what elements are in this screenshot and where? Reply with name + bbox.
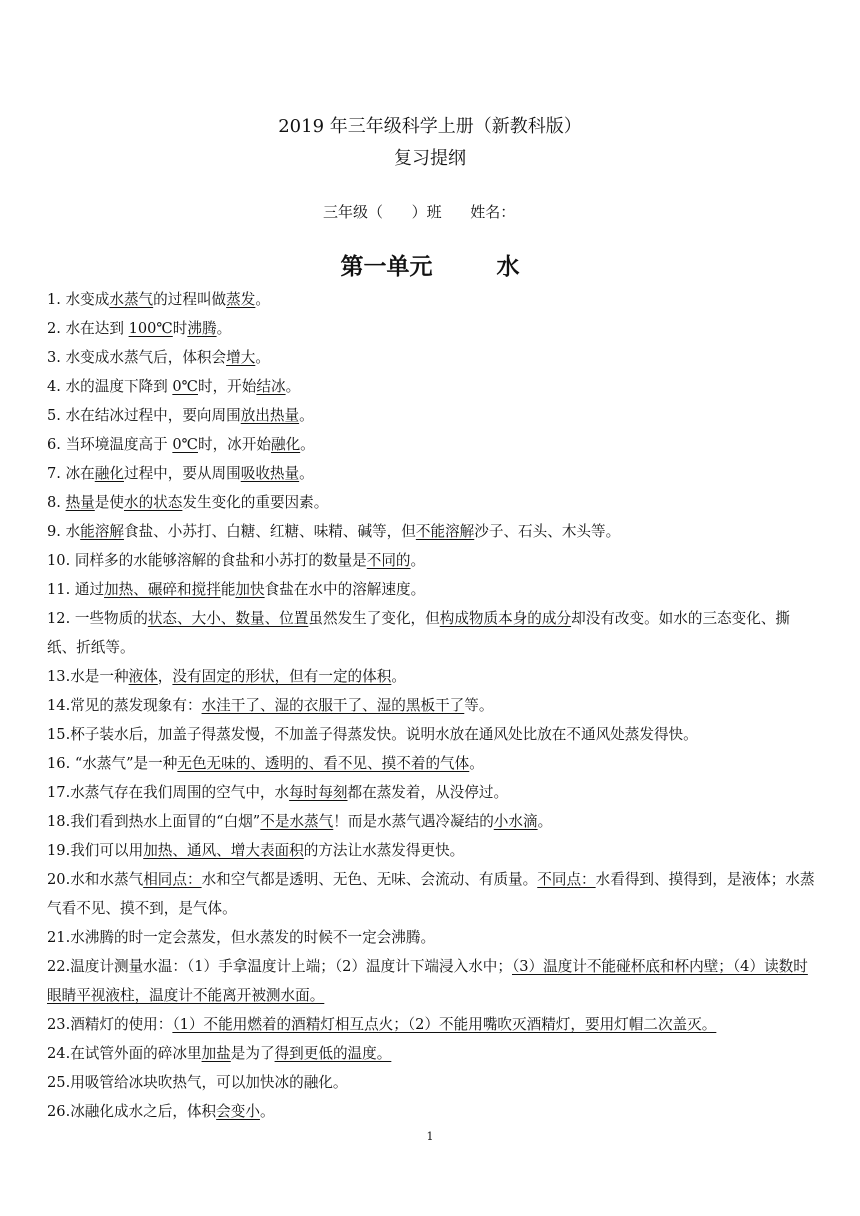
item-text: 食盐、小苏打、白糖、红糖、味精、碱等，但 xyxy=(123,523,416,540)
underlined-answer: 融化 xyxy=(270,436,301,453)
underlined-answer: 加盐 xyxy=(201,1045,231,1062)
underlined-answer: 增大 xyxy=(226,349,256,366)
item-text: 17.水蒸气存在我们周围的空气中，水 xyxy=(47,784,290,801)
item-text: 16. “水蒸气”是一种 xyxy=(47,755,178,772)
item-text: 过程中，要从周围 xyxy=(123,465,241,482)
item-text: 22.温度计测量水温：（1）手拿温度计上端；（2）温度计下端浸入水中； xyxy=(47,958,512,975)
item-text: 。 xyxy=(255,291,270,308)
item-text: 。 xyxy=(410,552,426,569)
review-item xyxy=(47,343,817,372)
item-text: 9. 水 xyxy=(47,523,81,540)
underlined-answer: 加热、通风、增大表面积 xyxy=(143,842,304,859)
underlined-answer: 没有固定的形状，但有一定的体积 xyxy=(172,668,392,685)
underlined-answer: 蒸发 xyxy=(226,291,256,308)
item-text: 的方法让水蒸发得更快。 xyxy=(303,842,465,859)
item-text: 。 xyxy=(299,407,314,424)
underlined-answer: 会变小 xyxy=(216,1103,260,1120)
review-item xyxy=(47,720,817,749)
item-text: 14.常见的蒸发现象有： xyxy=(47,697,202,714)
item-text: 15.杯子装水后，加盖子得蒸发慢，不加盖子得蒸发快。说明水放在通风处比放在不通风处蒸发得快。 xyxy=(47,726,698,743)
item-text: 2. 水在达到 xyxy=(47,320,129,337)
review-item xyxy=(47,604,817,662)
underlined-answer: 100℃ xyxy=(128,320,173,337)
item-text: 时，开始 xyxy=(197,378,257,395)
item-text: 。 xyxy=(259,1103,275,1120)
item-text: 都在蒸发着，从没停过。 xyxy=(347,784,509,801)
item-text: 23.酒精灯的使用： xyxy=(47,1016,173,1033)
item-text: 。 xyxy=(299,465,314,482)
item-text: 6. 当环境温度高于 xyxy=(47,436,173,453)
underlined-answer: 水蒸气 xyxy=(109,291,154,308)
review-item xyxy=(47,517,817,546)
item-text: 7. 冰在 xyxy=(47,465,95,482)
item-text: 12. 一些物质的 xyxy=(47,610,148,627)
item-text: 虽然发生了变化，但 xyxy=(308,610,440,627)
underlined-answer: 不是水蒸气 xyxy=(260,813,334,830)
underlined-answer: 0℃ xyxy=(172,378,198,395)
underlined-answer: 热量 xyxy=(65,494,95,511)
underlined-answer: 不同点： xyxy=(537,871,596,888)
item-text: 。 xyxy=(285,378,301,395)
underlined-answer: 水的状态 xyxy=(123,494,183,511)
item-text: 食盐在水中的溶解速度。 xyxy=(264,581,426,598)
review-item xyxy=(47,691,817,720)
item-text: 水看得到、摸得到，是液体；水蒸气看不见、摸不到，是气体。 xyxy=(47,871,815,917)
underlined-answer: 不能溶解 xyxy=(415,523,475,540)
review-item xyxy=(47,807,817,836)
review-item xyxy=(47,1039,817,1068)
item-text: 时 xyxy=(172,320,188,337)
underlined-answer: 加快 xyxy=(235,581,265,598)
item-text: 。 xyxy=(300,436,315,453)
item-text: 。 xyxy=(255,349,270,366)
underlined-answer: 沸腾 xyxy=(187,320,217,337)
underlined-answer: 融化 xyxy=(94,465,124,482)
item-text: 5. 水在结冰过程中，要向周围 xyxy=(47,407,241,424)
item-text: 时，冰开始 xyxy=(197,436,271,453)
underlined-answer: （3）温度计不能碰杯底和杯内壁；（4）读数时眼睛平视液柱，温度计不能离开被测水面。 xyxy=(47,958,808,1004)
item-text: 。 xyxy=(537,813,553,830)
item-text: 24.在试管外面的碎冰里 xyxy=(47,1045,202,1062)
item-text: 沙子、石头、木头等。 xyxy=(474,523,621,540)
item-text: 1. 水变成 xyxy=(47,291,110,308)
class-name-line: 三年级（ ）班 姓名： xyxy=(323,203,516,221)
item-text: 26.冰融化成水之后，体积 xyxy=(47,1103,217,1120)
review-item xyxy=(47,1097,817,1126)
review-item xyxy=(47,372,817,401)
item-text: 13.水是一种 xyxy=(47,668,129,685)
review-item xyxy=(47,401,817,430)
review-item xyxy=(47,430,817,459)
unit-heading: 第一单元 水 xyxy=(340,254,520,280)
item-text: 能 xyxy=(220,581,236,598)
page-number: 1 xyxy=(426,1130,434,1143)
item-text: 。 xyxy=(391,668,406,685)
underlined-answer: 加热、碾碎和搅拌 xyxy=(104,581,221,598)
review-item xyxy=(47,488,817,517)
underlined-answer: 液体 xyxy=(128,668,158,685)
item-text: 是使 xyxy=(94,494,124,511)
review-item-list xyxy=(47,285,817,1126)
underlined-answer: 得到更低的温度。 xyxy=(274,1045,392,1062)
underlined-answer: 水洼干了、湿的衣服干了、湿的黑板干了 xyxy=(201,697,465,714)
review-item xyxy=(47,1010,817,1039)
review-item xyxy=(47,662,817,691)
item-text: 。 xyxy=(469,755,484,772)
item-text: ， xyxy=(157,668,173,685)
document-title: 2019 年三年级科学上册（新教科版） xyxy=(278,116,582,137)
review-item xyxy=(47,749,817,778)
document-subtitle: 复习提纲 xyxy=(394,148,466,169)
underlined-answer: 结冰 xyxy=(256,378,286,395)
item-text: 25.用吸管给冰块吹热气，可以加快冰的融化。 xyxy=(47,1074,348,1091)
underlined-answer: 状态、大小、数量、位置 xyxy=(147,610,309,627)
item-text: 水和空气都是透明、无色、无味、会流动、有质量。 xyxy=(201,871,538,888)
item-text: 却没有改变。如水的三态变化、撕纸、折纸等。 xyxy=(47,610,791,656)
item-text: 8. xyxy=(47,494,66,511)
item-text: 19.我们可以用 xyxy=(47,842,144,859)
item-text: 是为了 xyxy=(230,1045,275,1062)
item-text: 4. 水的温度下降到 xyxy=(47,378,173,395)
review-item xyxy=(47,923,817,952)
review-item xyxy=(47,778,817,807)
item-text: 3. 水变成水蒸气后，体积会 xyxy=(47,349,227,366)
underlined-answer: 构成物质本身的成分 xyxy=(439,610,572,627)
review-item xyxy=(47,459,817,488)
review-item xyxy=(47,546,817,575)
review-item xyxy=(47,575,817,604)
underlined-answer: 每时每刻 xyxy=(289,784,348,801)
review-item xyxy=(47,314,817,343)
item-text: ！而是水蒸气遇冷凝结的 xyxy=(333,813,494,830)
review-item xyxy=(47,865,817,923)
underlined-answer: 0℃ xyxy=(172,436,198,453)
item-text: 10. 同样多的水能够溶解的食盐和小苏打的数量是 xyxy=(47,552,367,569)
underlined-answer: 放出热量 xyxy=(240,407,300,424)
item-text: 的过程叫做 xyxy=(153,291,227,308)
underlined-answer: 无色无味的、透明的、看不见、摸不着的气体 xyxy=(177,755,470,772)
item-text: 发生变化的重要因素。 xyxy=(182,494,329,511)
item-text: 11. 通过 xyxy=(47,581,105,598)
item-text: 。 xyxy=(216,320,232,337)
review-item xyxy=(47,1068,817,1097)
underlined-answer: 吸收热量 xyxy=(240,465,300,482)
item-text: 18.我们看到热水上面冒的“白烟” xyxy=(47,813,261,830)
underlined-answer: 相同点： xyxy=(143,871,202,888)
underlined-answer: （1）不能用燃着的酒精灯相互点火；（2）不能用嘴吹灭酒精灯，要用灯帽二次盖灭。 xyxy=(172,1016,717,1033)
review-item xyxy=(47,952,817,1010)
underlined-answer: 不同的 xyxy=(366,552,411,569)
item-text: 等。 xyxy=(464,697,494,714)
underlined-answer: 能溶解 xyxy=(80,523,124,540)
item-text: 20.水和水蒸气 xyxy=(47,871,144,888)
review-item xyxy=(47,836,817,865)
review-item xyxy=(47,285,817,314)
underlined-answer: 小水滴 xyxy=(493,813,538,830)
item-text: 21.水沸腾的时一定会蒸发，但水蒸发的时候不一定会沸腾。 xyxy=(47,929,436,946)
